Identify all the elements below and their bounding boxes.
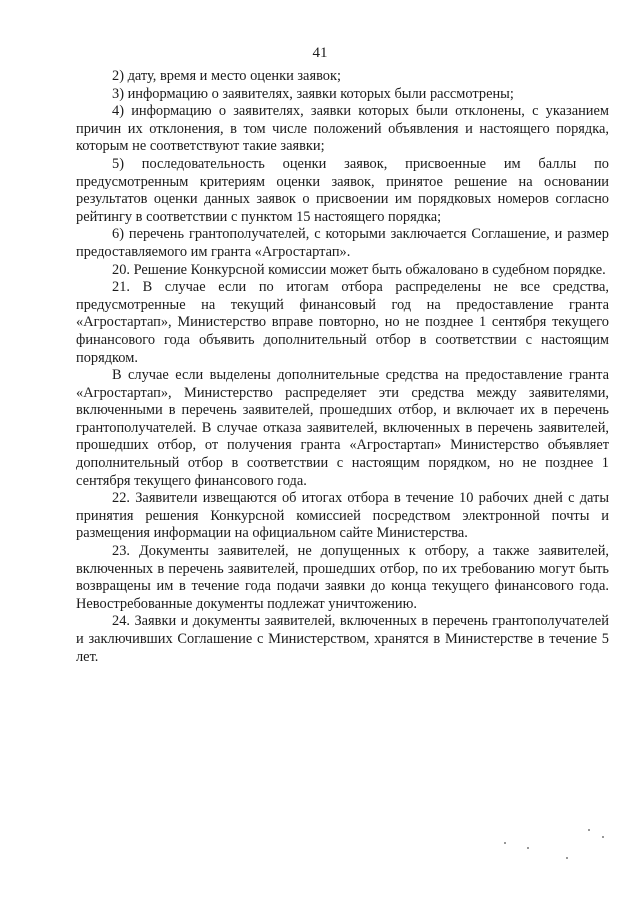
paragraph-clause-22: 22. Заявители извещаются об итогах отбора в течение 10 рабочих дней с даты принятия решения Конкурсной комиссией посредством электронной почты и размещения информации на официальном сайте Министерства.: [76, 490, 609, 542]
scan-speck: [588, 829, 590, 831]
paragraph-clause-20: 20. Решение Конкурсной комиссии может быть обжаловано в судебном порядке.: [112, 261, 606, 278]
paragraph-item-2: 2) дату, время и место оценки заявок;: [112, 68, 341, 84]
paragraph-clause-23: 23. Документы заявителей, не допущенных к отбору, а также заявителей, включенных в перечень заявителей, прошедших отбор, по их требованию могут быть возвращены им в течение года подачи заявки до конца текущего финансового года. Невостребованные документы подлежат уничтожению.: [76, 543, 609, 612]
page-number: 41: [312, 45, 328, 61]
paragraph-item-6: 6) перечень грантополучателей, с которыми заключается Соглашение, и размер предоставляемого им гранта «Агростартап».: [76, 226, 609, 260]
document-body: [76, 68, 609, 666]
paragraph-item-5: 5) последовательность оценки заявок, присвоенные им баллы по предусмотренным критериям оценки заявок, принятое решение на основании результатов оценки данных заявок о присвоении им порядковых номеров согласно рейтингу в соответствии с пунктом 15 настоящего порядка;: [76, 155, 609, 225]
paragraph-item-3: 3) информацию о заявителях, заявки которых были рассмотрены;: [112, 85, 514, 102]
paragraph-item-4: 4) информацию о заявителях, заявки которых были отклонены, с указанием причин их отклонения, в том числе положений объявления и настоящего порядка, которым не соответствуют такие заявки;: [76, 103, 609, 155]
scan-speck: [602, 836, 604, 838]
scan-speck: [566, 857, 568, 859]
scan-speck: [527, 847, 529, 849]
paragraph-clause-21: 21. В случае если по итогам отбора распределены не все средства, предусмотренные на текущий финансовый год на предоставление гранта «Агростартап», Министерство вправе повторно, но не позднее 1 сентября текущего финансового года объявить дополнительный отбор в соответствии с настоящим порядком.: [76, 279, 609, 366]
scan-speck: [504, 842, 506, 844]
paragraph-clause-21-continued: В случае если выделены дополнительные средства на предоставление гранта «Агростартап», Министерство распределяет эти средства между заявителями, включенными в перечень заявителей, прошедших отбор, и включает их в перечень грантополучателей. В случае отказа заявителей, включенных в перечень заявителей, прошедших отбор, от получения гранта «Агростартап» Министерство объявляет дополнительный отбор в соответствии с настоящим порядком, но не позднее 1 сентября текущего финансового года.: [76, 367, 609, 489]
paragraph-clause-24: 24. Заявки и документы заявителей, включенных в перечень грантополучателей и заключивших Соглашение с Министерством, хранятся в Министерстве в течение 5 лет.: [76, 613, 609, 665]
